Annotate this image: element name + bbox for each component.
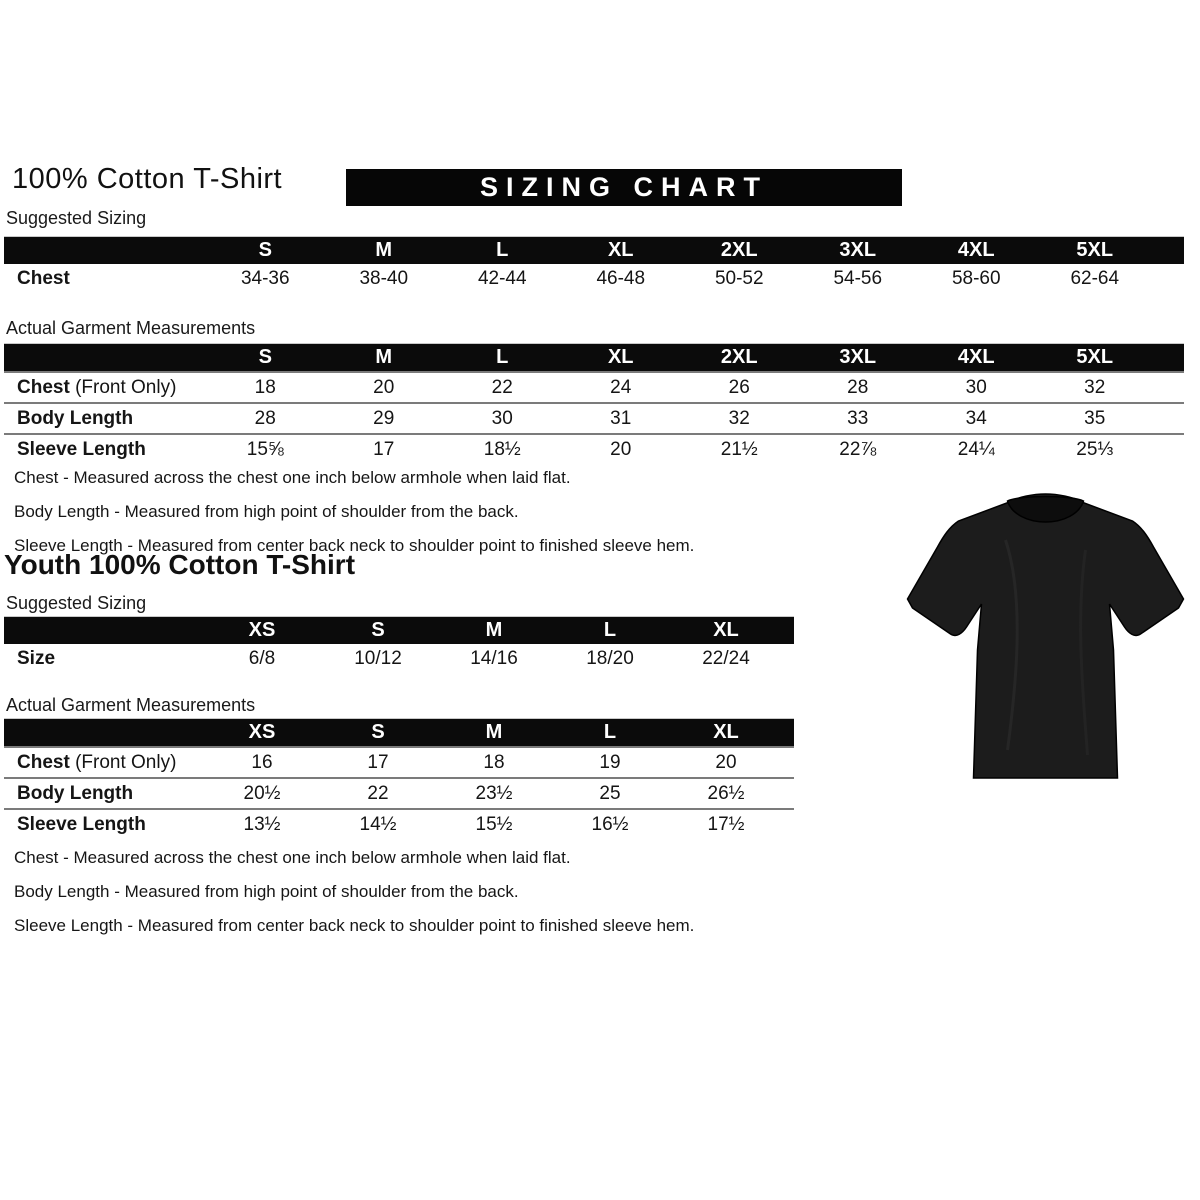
table-cell <box>1154 264 1184 294</box>
table-cell: 26 <box>680 372 799 403</box>
size-col-header: M <box>436 719 552 748</box>
table-cell: 15⅝ <box>206 434 325 464</box>
size-col-header: L <box>443 237 562 265</box>
table-row <box>4 403 1184 434</box>
table-row <box>4 809 794 839</box>
table-cell: 25 <box>552 778 668 809</box>
table-cell: 20 <box>562 434 681 464</box>
header-spacer <box>1154 237 1184 265</box>
size-col-header: XS <box>204 719 320 748</box>
table-cell: 18 <box>206 372 325 403</box>
table-cell <box>1154 434 1184 464</box>
table-header-row <box>4 719 794 748</box>
row-label-note: (Front Only) <box>69 376 177 398</box>
row-label-note: (Front Only) <box>69 751 177 773</box>
row-label: Chest <box>17 268 70 289</box>
size-col-header: XS <box>204 617 320 645</box>
sizing-chart-banner <box>346 169 902 206</box>
table-row <box>4 778 794 809</box>
table-cell: 16½ <box>552 809 668 839</box>
size-col-header: 4XL <box>917 344 1036 373</box>
size-col-header: XL <box>562 344 681 373</box>
size-col-header: XL <box>668 719 784 748</box>
table-cell: 33 <box>799 403 918 434</box>
adult-suggested-sizing-table <box>4 236 1184 294</box>
header-spacer <box>4 237 206 265</box>
size-col-header: 3XL <box>799 237 918 265</box>
header-spacer <box>4 719 204 748</box>
adult-actual-measurements-label: Actual Garment Measurements <box>6 318 256 338</box>
note-line: Body Length - Measured from high point of shoulder from the back. <box>14 882 519 901</box>
table-cell: 22/24 <box>702 648 750 669</box>
note-line: Body Length - Measured from high point of shoulder from the back. <box>14 502 519 521</box>
size-col-header: L <box>552 617 668 645</box>
tshirt-illustration <box>893 480 1198 810</box>
table-cell: 6/8 <box>248 648 276 669</box>
size-col-header: M <box>436 617 552 645</box>
sizing-chart-banner-text: SIZING CHART <box>480 172 768 202</box>
size-col-header: L <box>443 344 562 373</box>
table-cell: 23½ <box>436 778 552 809</box>
table-cell: 24 <box>562 372 681 403</box>
youth-section-title: Youth 100% Cotton T-Shirt <box>4 549 356 580</box>
youth-suggested-sizing-label: Suggested Sizing <box>6 593 147 613</box>
size-col-header: 3XL <box>799 344 918 373</box>
row-label-text: Body Length <box>17 407 134 429</box>
size-col-header: 5XL <box>1036 344 1155 373</box>
header-spacer <box>4 344 206 373</box>
row-label <box>4 747 204 778</box>
table-cell: 26½ <box>668 778 784 809</box>
table-header-row <box>4 237 1184 265</box>
youth-measurement-notes <box>14 841 694 943</box>
table-cell <box>784 778 794 809</box>
table-cell: 14½ <box>320 809 436 839</box>
table-cell: 31 <box>562 403 681 434</box>
table-cell: 38-40 <box>359 268 409 289</box>
table-cell: 28 <box>206 403 325 434</box>
table-row <box>4 747 794 778</box>
row-label <box>4 809 204 839</box>
note-line: Sleeve Length - Measured from center back neck to shoulder point to finished sleeve hem. <box>14 916 695 935</box>
row-label <box>4 434 206 464</box>
row-label-text: Sleeve Length <box>17 438 146 460</box>
size-col-header: 2XL <box>680 344 799 373</box>
table-cell: 42-44 <box>477 268 527 289</box>
row-label-text: Chest <box>17 376 70 398</box>
table-cell: 25⅓ <box>1036 434 1155 464</box>
header-spacer <box>784 617 794 645</box>
table-cell: 58-60 <box>951 268 1001 289</box>
row-label <box>4 372 206 403</box>
table-cell: 14/16 <box>470 648 518 669</box>
table-row <box>4 644 794 674</box>
size-col-header: S <box>320 617 436 645</box>
table-cell: 13½ <box>204 809 320 839</box>
size-col-header: M <box>325 344 444 373</box>
row-label-text: Sleeve Length <box>17 813 146 835</box>
table-cell: 54-56 <box>833 268 883 289</box>
size-col-header: 2XL <box>680 237 799 265</box>
youth-actual-measurements-label: Actual Garment Measurements <box>6 695 256 715</box>
table-cell: 22 <box>320 778 436 809</box>
table-cell: 20 <box>668 747 784 778</box>
adult-actual-measurements-table <box>4 343 1184 464</box>
header-spacer <box>1154 344 1184 373</box>
table-cell: 24¼ <box>917 434 1036 464</box>
tshirt-photo <box>893 480 1198 810</box>
table-cell: 18 <box>436 747 552 778</box>
table-header-row <box>4 344 1184 373</box>
table-cell: 50-52 <box>714 268 764 289</box>
table-cell: 16 <box>204 747 320 778</box>
size-col-header: 4XL <box>917 237 1036 265</box>
adult-measurement-notes <box>14 461 694 563</box>
table-cell: 22⅞ <box>799 434 918 464</box>
table-cell: 34-36 <box>240 268 290 289</box>
table-cell: 17½ <box>668 809 784 839</box>
youth-actual-measurements-table <box>4 718 794 839</box>
table-cell: 17 <box>325 434 444 464</box>
table-cell: 17 <box>320 747 436 778</box>
table-cell: 30 <box>917 372 1036 403</box>
table-row <box>4 434 1184 464</box>
table-cell: 18½ <box>443 434 562 464</box>
table-cell: 29 <box>325 403 444 434</box>
table-cell <box>1154 372 1184 403</box>
table-cell: 28 <box>799 372 918 403</box>
size-col-header: S <box>320 719 436 748</box>
youth-suggested-sizing-table <box>4 616 794 674</box>
row-label <box>4 403 206 434</box>
row-label-text: Chest <box>17 751 70 773</box>
table-cell: 32 <box>1036 372 1155 403</box>
table-header-row <box>4 617 794 645</box>
table-cell: 10/12 <box>354 648 402 669</box>
size-col-header: L <box>552 719 668 748</box>
table-cell: 32 <box>680 403 799 434</box>
table-cell: 30 <box>443 403 562 434</box>
table-cell <box>1154 403 1184 434</box>
table-cell: 34 <box>917 403 1036 434</box>
table-cell: 46-48 <box>596 268 646 289</box>
row-label-text: Body Length <box>17 782 134 804</box>
row-label <box>4 778 204 809</box>
note-line: Chest - Measured across the chest one inch below armhole when laid flat. <box>14 848 571 867</box>
size-col-header: XL <box>562 237 681 265</box>
note-line: Sleeve Length - Measured from center back neck to shoulder point to finished sleeve hem. <box>14 536 695 555</box>
table-cell: 35 <box>1036 403 1155 434</box>
table-cell: 20 <box>325 372 444 403</box>
table-cell <box>784 809 794 839</box>
header-spacer <box>4 617 204 645</box>
table-cell: 62-64 <box>1070 268 1120 289</box>
size-col-header: M <box>325 237 444 265</box>
table-cell: 22 <box>443 372 562 403</box>
size-col-header: S <box>206 344 325 373</box>
table-cell: 15½ <box>436 809 552 839</box>
table-cell <box>784 644 794 674</box>
table-row <box>4 264 1184 294</box>
tshirt-body-shape <box>908 494 1184 778</box>
size-col-header: S <box>206 237 325 265</box>
table-cell <box>784 747 794 778</box>
row-label: Size <box>17 648 56 669</box>
size-col-header: XL <box>668 617 784 645</box>
table-cell: 19 <box>552 747 668 778</box>
header-spacer <box>784 719 794 748</box>
table-cell: 20½ <box>204 778 320 809</box>
note-line: Chest - Measured across the chest one inch below armhole when laid flat. <box>14 468 571 487</box>
page-title: 100% Cotton T-Shirt <box>12 163 283 195</box>
table-row <box>4 372 1184 403</box>
size-col-header: 5XL <box>1036 237 1155 265</box>
table-cell: 18/20 <box>586 648 634 669</box>
table-cell: 21½ <box>680 434 799 464</box>
adult-suggested-sizing-label: Suggested Sizing <box>6 208 147 228</box>
